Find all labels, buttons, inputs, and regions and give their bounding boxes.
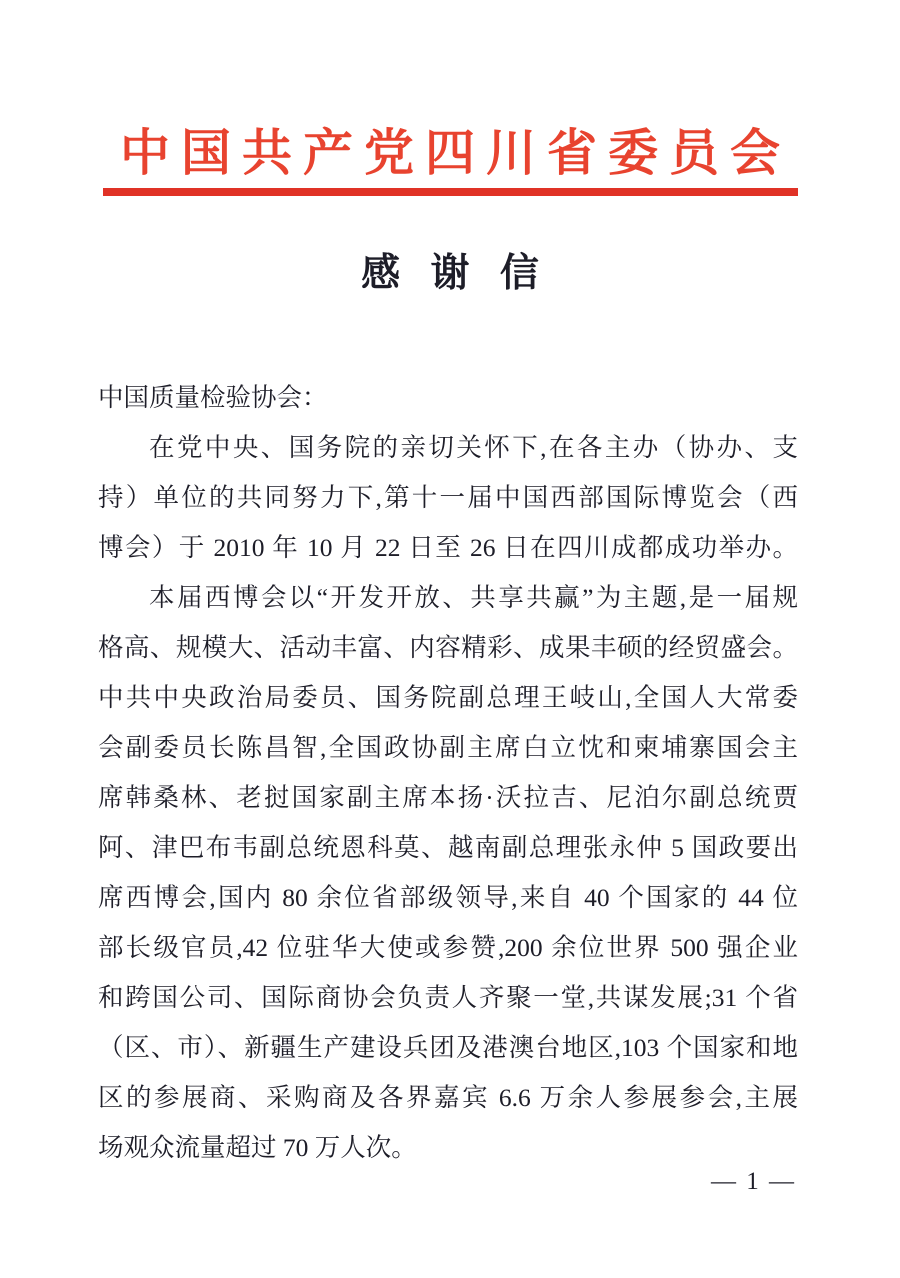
body-line: 阿、津巴布韦副总统恩科莫、越南副总理张永仲 5 国政要出	[98, 833, 798, 862]
salutation: 中国质量检验协会：	[98, 383, 328, 412]
letter-body	[98, 373, 798, 1173]
page-number: — 1 —	[711, 1168, 796, 1195]
body-line: 部长级官员,42 位驻华大使或参赞,200 余位世界 500 强企业	[98, 933, 798, 962]
letterhead-title: 中国共产党四川省委员会	[120, 125, 791, 181]
letter-paragraph-lines	[98, 423, 798, 1173]
body-line: 和跨国公司、国际商协会负责人齐聚一堂,共谋发展;31 个省	[98, 983, 798, 1012]
body-line: 会副委员长陈昌智,全国政协副主席白立忱和柬埔寨国会主	[98, 733, 798, 762]
body-line: 在党中央、国务院的亲切关怀下,在各主办（协办、支	[149, 433, 798, 462]
body-line: 持）单位的共同努力下,第十一届中国西部国际博览会（西	[98, 483, 798, 512]
body-line: （区、市）、新疆生产建设兵团及港澳台地区,103 个国家和地	[98, 1033, 798, 1062]
body-line: 博会）于 2010 年 10 月 22 日至 26 日在四川成都成功举办。	[98, 533, 798, 562]
body-line: 格高、规模大、活动丰富、内容精彩、成果丰硕的经贸盛会。	[98, 633, 798, 662]
body-line: 区的参展商、采购商及各界嘉宾 6.6 万余人参展参会,主展	[98, 1083, 798, 1112]
body-line: 场观众流量超过 70 万人次。	[98, 1133, 417, 1162]
letterhead-rule	[103, 188, 798, 196]
body-line: 本届西博会以“开发开放、共享共赢”为主题,是一届规	[149, 583, 798, 612]
body-line: 席韩桑林、老挝国家副主席本扬·沃拉吉、尼泊尔副总统贾	[98, 783, 798, 812]
body-line: 席西博会,国内 80 余位省部级领导,来自 40 个国家的 44 位	[98, 883, 798, 912]
body-line: 中共中央政治局委员、国务院副总理王岐山,全国人大常委	[98, 683, 798, 712]
letter-title: 感谢信	[361, 252, 570, 295]
